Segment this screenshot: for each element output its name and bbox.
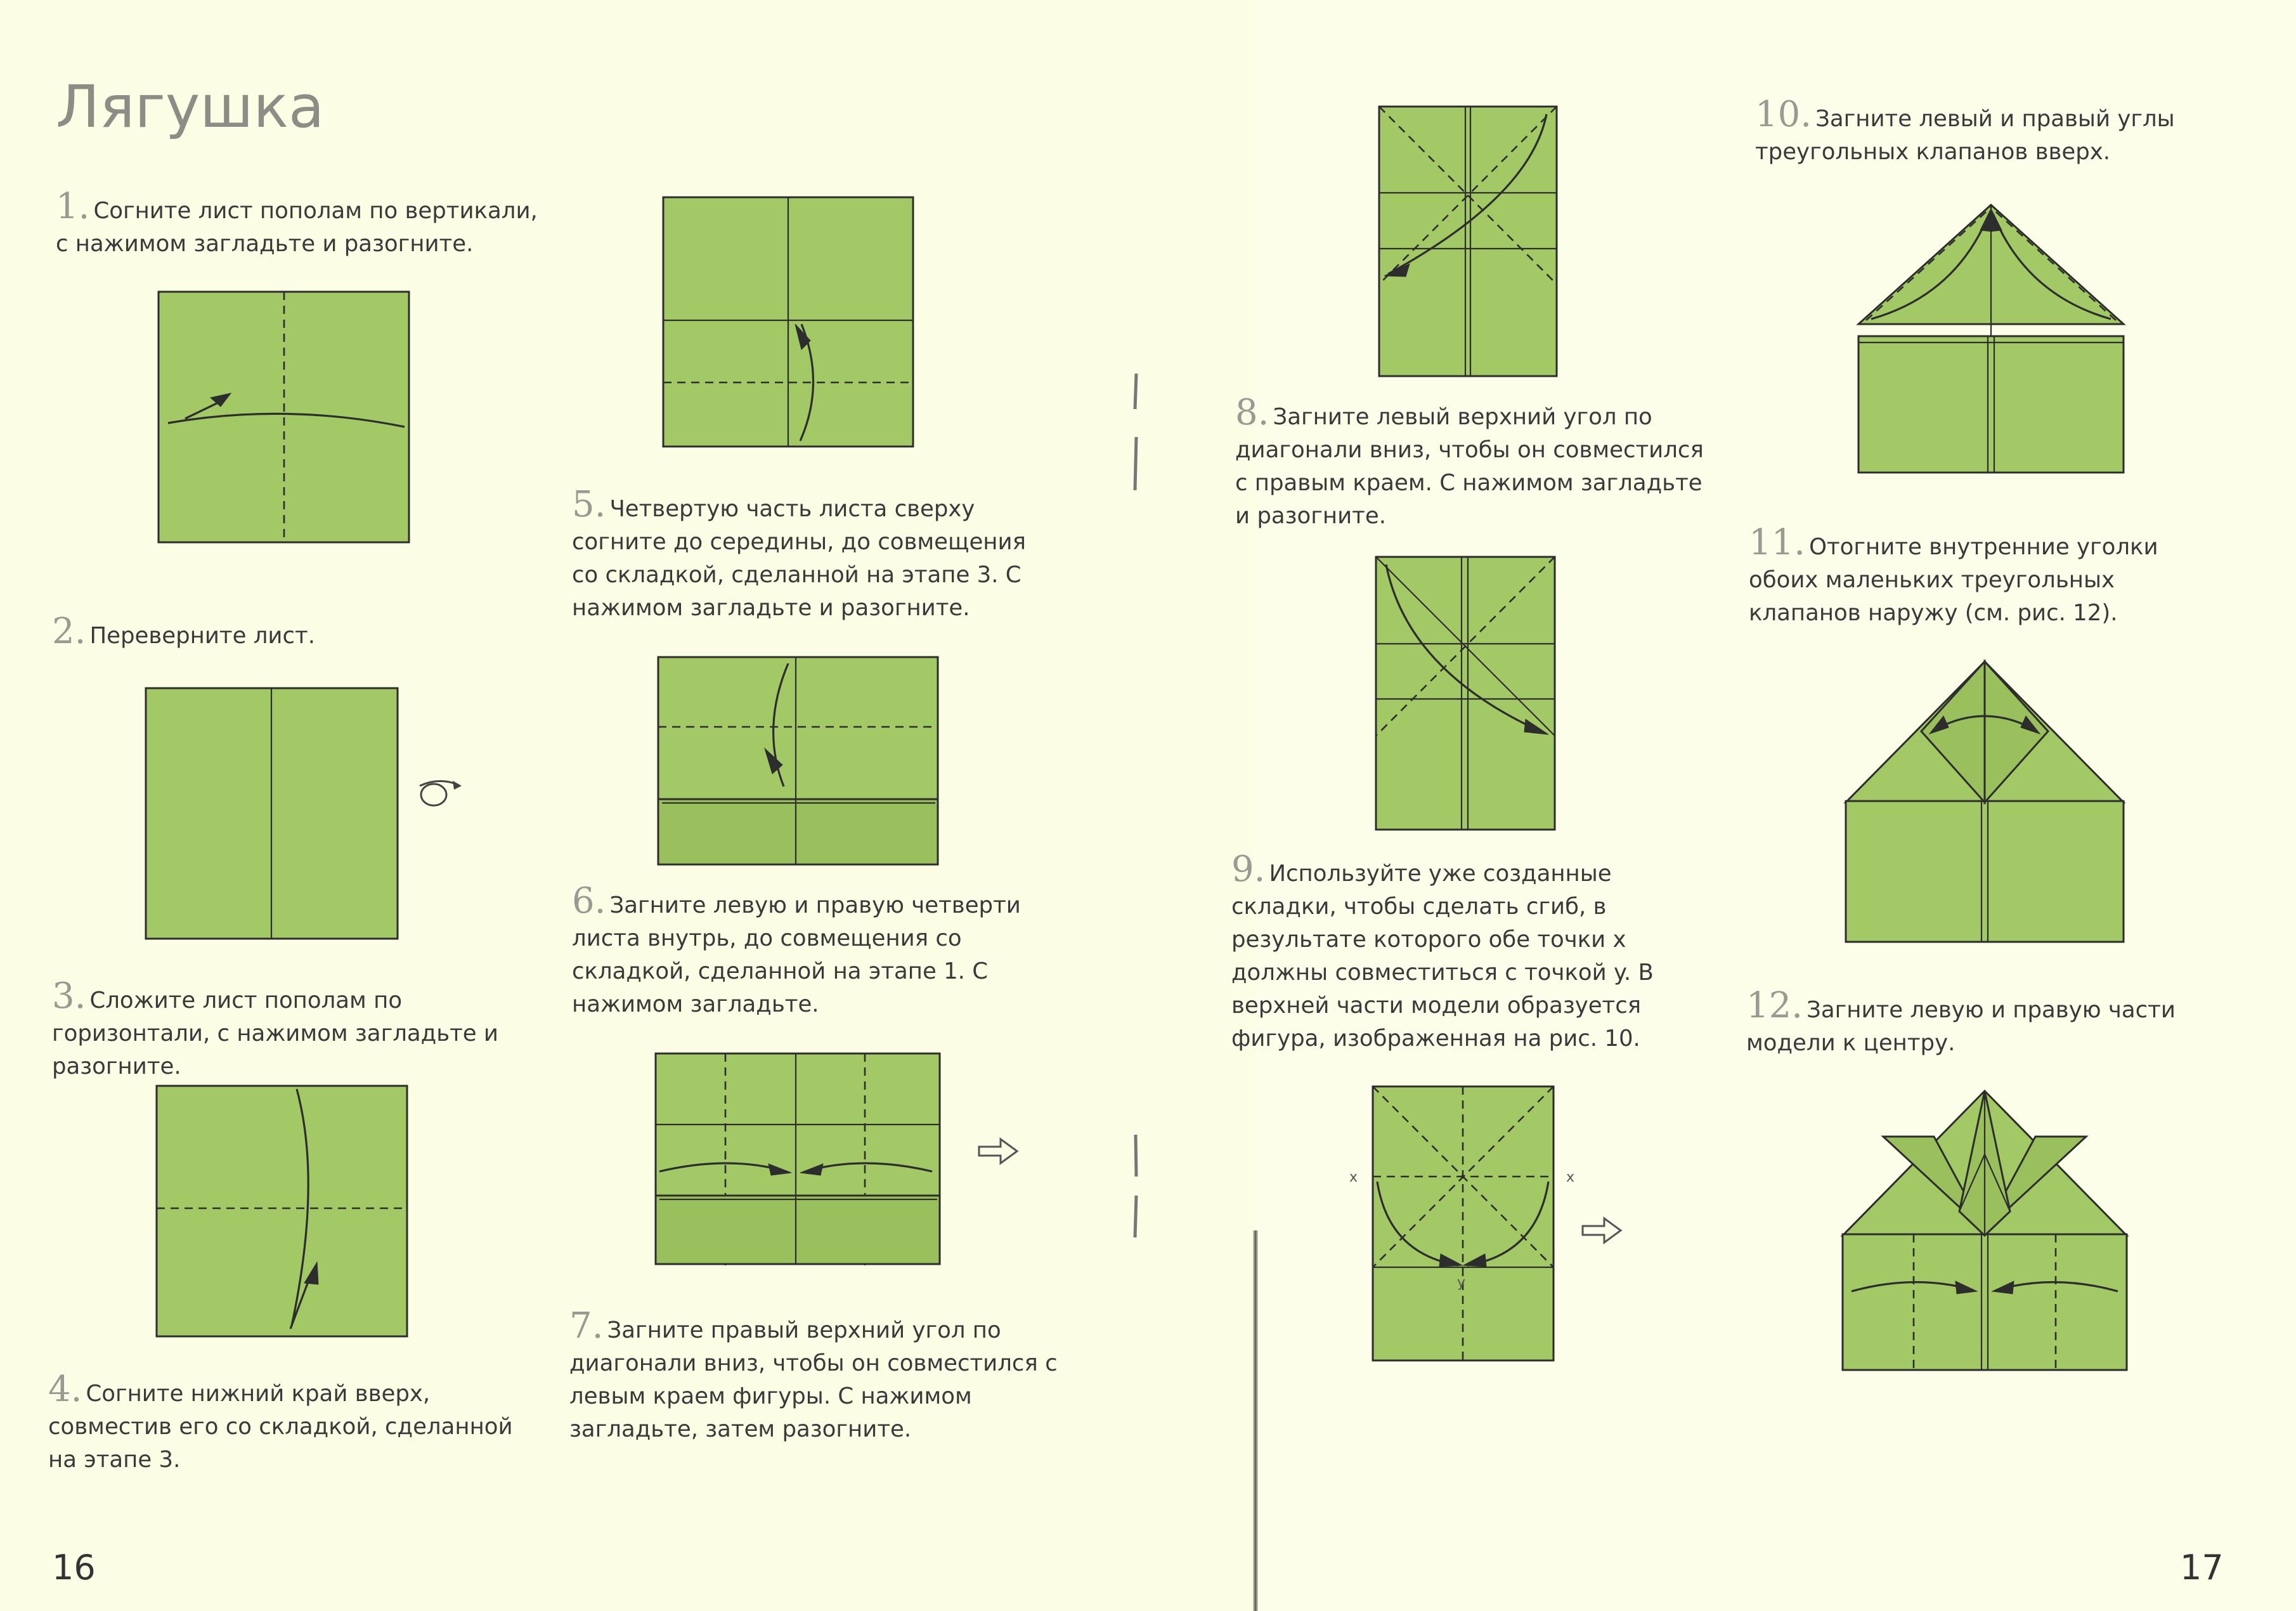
fold-diagram-step-8 — [1370, 552, 1560, 837]
next-step-arrow-icon — [976, 1135, 1021, 1167]
fold-diagram-step-2 — [143, 685, 409, 945]
step-5-text: 5. Четвертую часть листа сверху согните до середины, до совмещения со складкой, сделанной на этапе 3. С нажимом загладьте и разогните. — [572, 484, 1026, 621]
binding-stitch-top — [1130, 371, 1143, 492]
step-2-text: 2. Переверните лист. — [52, 611, 315, 652]
next-step-arrow-icon — [1580, 1215, 1625, 1246]
step-4-text: 4. Согните нижний край вверх, совместив его со складкой, сделанной на этапе 3. — [48, 1369, 513, 1473]
fold-diagram-step-9 — [1338, 1081, 1585, 1367]
fold-diagram-step-12 — [1839, 1085, 2131, 1376]
step-6-text: 6. Загните левую и правую четверти листа внутрь, до совмещения со складкой, сделанной на этапе 1. С нажимом загладьте. — [572, 880, 1021, 1017]
step-1-text: 1. Согните лист пополам по вертикали, с нажимом загладьте и разогните. — [56, 186, 538, 257]
fold-diagram-step-3 — [152, 1081, 418, 1341]
step-7-text: 7. Загните правый верхний угол по диагонали вниз, чтобы он совместился с левым краем фигуры. С нажимом загладьте, затем разогните. — [569, 1305, 1058, 1442]
fold-diagram-step-1 — [152, 289, 418, 555]
fold-diagram-step-11 — [1842, 656, 2127, 948]
step-3-text: 3. Сложите лист пополам по горизонтали, с нажимом загладьте и разогните. — [52, 975, 499, 1079]
fold-diagram-step-6 — [653, 1050, 945, 1269]
binding-stitch-bottom — [1130, 1132, 1143, 1240]
step-9-text: 9. Используйте уже созданные складки, чтобы сделать сгиб, в результате которого обе точки x должны совместиться с точкой y. В верхней части модели образуется фигура, изображенная на рис. 10. — [1231, 849, 1654, 1052]
point-x-left-label: x — [1349, 1170, 1358, 1185]
fold-diagram-step-7 — [1373, 101, 1563, 381]
step-10-text: 10. Загните левый и правый углы треугольных клапанов вверх. — [1755, 94, 2175, 165]
page-number-left: 16 — [52, 1548, 96, 1588]
fold-diagram-step-4 — [659, 193, 919, 453]
step-11-text: 11. Отогните внутренние уголки обоих маленьких треугольных клапанов наружу (см. рис. 12). — [1749, 522, 2158, 626]
page-number-right: 17 — [2180, 1548, 2224, 1588]
point-y-label: y — [1457, 1275, 1466, 1291]
point-x-right-label: x — [1566, 1170, 1575, 1185]
turn-over-icon — [411, 771, 468, 815]
step-12-text: 12. Загните левую и правую части модели к центру. — [1746, 985, 2176, 1056]
book-spine — [1253, 1230, 1258, 1611]
page-title: Лягушка — [56, 73, 325, 141]
step-8-text: 8. Загните левый верхний угол по диагонали вниз, чтобы он совместился с правым краем. С нажимом загладьте и разогните. — [1235, 392, 1704, 529]
fold-diagram-step-5 — [653, 653, 945, 869]
fold-diagram-step-10 — [1855, 200, 2127, 479]
